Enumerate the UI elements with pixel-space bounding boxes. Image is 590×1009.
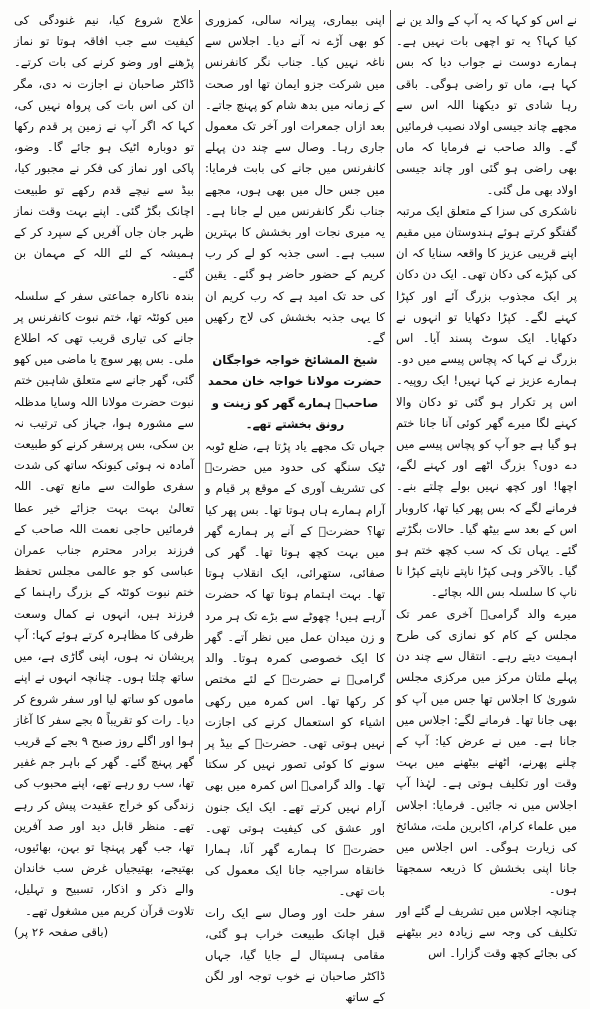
paragraph: اپنی بیماری، پیرانہ سالی، کمزوری کو بھی آڑے نہ آنے دیا۔ اجلاس سے ناغہ نہیں کیا۔ جناب نگر کانفرنس میں شرکت جزو ایمان تھا اور صحت کے زمانہ میں بدھ شام کو پہنچ جاتے۔ بعد ازاں جمعرات اور آخر تک معمول جاری رہا۔ وصال سے چند دن پہلے کانفرنس میں جانے کی بابت فرمایا: میں جس حال میں بھی ہوں، مجھے جناب نگر کانفرنس میں لے جانا ہے۔ یہ میری نجات اور بخشش کا بہترین سبب ہے۔ اسی جذبہ کو لے کر رب کریم کے حضور حاضر ہو گئے۔ یقین کی حد تک امید ہے کہ رب کریم ان کا یہی جذبہ بخشش کی لاج رکھیں گے۔: [205, 13, 385, 346]
paragraph: بندہ ناکارہ جماعتی سفر کے سلسلہ میں کوئٹہ تھا، ختم نبوت کانفرنس پر جانے کی تیاری قریب تھی کہ اطلاع ملی۔ بس پھر سوچ یا ماضی میں کھو گئی، گھر جانے سے متعلق شاہین ختم نبوت حضرت مولانا اللہ وسایا مدظلہ سے مشورہ ہوا، جہاز کی ترتیب نہ بن سکی، بس پرسفر کرنے کو طبیعت آمادہ نہ ہوئی کیونکہ ساتھ کی شدت سفری طوالت سے مانع تھی۔ اللہ تعالیٰ بہت بہت جزائے خیر عطا فرمائیں حاجی نعمت اللہ صاحب کے فرزند برادر محترم جناب عمران عباسی کو جو عالمی مجلس تحفظ ختم نبوت کوئٹہ کے بزرگ راہنما کے فرزند ہیں، انہوں نے کمال وسعت ظرفی کا مظاہرہ کرتے ہوئے کہا: آپ پریشان نہ ہوں، اپنی گاڑی ہے، میں ساتھ چلتا ہوں۔ چنانچہ انہوں نے اپنے ماموں کو ساتھ لیا اور سفر شروع کر دیا۔ رات کو تقریباً ۵ بجے سفر کا آغاز ہوا اور اگلے روز صبح ۹ بجے کے قریب گھر پہنچ گئے۔ گھر کے باہر جم غفیر تھا، سب رو رہے تھے، اپنے محبوب کی زندگی کو خراج عقیدت پیش کر رہے تھے۔ منظر قابل دید اور صد آفرین تھا، جب گھر پہنچا تو بہن، بھائیوں، بھتیجے، بھتیجیاں غرض سب خاندان والے ذکر و اذکار، تسبیح و تہلیل، تلاوت قرآن کریم میں مشغول تھے۔: [14, 288, 194, 918]
paragraph: چنانچہ اجلاس میں تشریف لے گئے اور تکلیف کی وجہ سے زیادہ دیر بیٹھنے کی بجائے کچھ وقت گزارا۔ اس: [396, 903, 577, 960]
paragraph: جہاں تک مجھے یاد پڑتا ہے، ضلع ٹوبہ ٹیک سنگھ کی حدود میں حضرتؒ کی تشریف آوری کے موقع پر قیام و آرام ہمارے ہاں ہوتا تھا۔ بس پھر کیا تھا؟ حضرتؒ کے آنے پر ہمارے گھر میں بہت کچھ ہوتا تھا۔ گھر کی صفائی، ستھرائی، ایک انقلاب ہوتا تھا۔ بہت اہتمام ہوتا تھا کہ حضرت آرہے ہیں! چھوٹے سے بڑے تک ہر مرد و زن میدان عمل میں نظر آتے۔ گھر کا ایک خصوصی کمرہ ہوتا۔ والد گرامیؒ نے حضرتؒ کے لئے مختص کر رکھا تھا۔ اس کمرہ میں رکھی اشیاء کو استعمال کرنے کی اجازت نہیں ہوتی تھی۔ حضرتؒ کے بیڈ پر سونے کا کوئی تصور نہیں کر سکتا تھا۔ والد گرامیؒ اس کمرہ میں بھی آرام نہیں کرتے تھے۔ ایک ایک جنون اور عشق کی کیفیت ہوتی تھی۔ حضرتؒ کا ہمارے گھر آنا، ہمارا خانقاہ سراجیہ جانا ایک معمول کی بات تھی۔: [205, 439, 385, 899]
paragraph: میرے والد گرامیؒ آخری عمر تک مجلس کے کام کو نمازی کی طرح اہمیت دیتے رہے۔ انتقال سے چند دن پہلے ملتان مرکز میں مرکزی مجلس شوریٰ کا اجلاس تھا جس میں آپ کو بھی جانا تھا۔ فرمانے لگے: اجلاس میں جانا ہے۔ میں نے عرض کیا: آپ کے چلنے پھرنے، اٹھنے بیٹھنے میں بہت وقت اور تکلیف ہوتی ہے۔ لہٰذا آپ اجلاس میں نہ جائیں۔ فرمایا: اجلاس میں علماء کرام، اکابرین ملت، مشائخ کی زیارت ہوگی۔ اس اجلاس میں جانا اپنی بخشش کا ذریعہ سمجھتا ہوں۔: [396, 606, 577, 897]
section-heading: شیخ المشائخ خواجہ خواجگان حضرت مولانا خواجہ خان محمد صاحبؒ ہمارے گھر کو زینت و رونق بخشتے تھے۔: [208, 353, 382, 431]
paragraph: علاج شروع کیا، نیم غنودگی کی کیفیت سے جب افاقہ ہوتا تو نماز پڑھنے اور وضو کرنے کی بات کرتے۔ ڈاکٹر صاحبان نے اجازت نہ دی، مگر ان کی اس بات کی پرواہ نہیں کی، کہا کہ اگر آپ نے زمین پر قدم رکھا تو دوبارہ اٹیک ہو جائے گا۔ وضو، پاکی اور نماز کی فکر نے مجبور کیا، بیڈ سے نیچے قدم رکھے تو طبیعت اچانک بگڑ گئی۔ اپنے بہت وقت نماز ظہر جان جاں آفریں کے سپرد کر کے ہمیشہ کے لئے اللہ کے مہمان بن گئے۔: [14, 13, 194, 282]
continuation-note: (باقی صفحہ ۲۶ پر): [14, 924, 109, 939]
paragraph: نے اس کو کہا کہ یہ آپ کے والد ین نے کیا کہا؟ یہ تو اچھی بات نہیں ہے۔ ہمارے دوست نے جواب دیا کہ بس کہا ہے، ماں تو راضی ہوگی۔ باقی رہا شادی تو دیکھنا اللہ اس سے مجھے چاند جیسی اولاد نصیب فرمائیں گے۔ والد صاحب نے فرمایا کہ ماں بھی راضی ہو گئی اور چاند جیسی اولاد بھی مل گئی۔: [396, 13, 577, 197]
paragraph: ناشکری کی سزا کے متعلق ایک مرتبہ گفتگو کرتے ہوئے ہندوستان میں مقیم اپنے قریبی عزیز کا واقعہ سنایا کہ ان کی کپڑے کی دکان تھی۔ ایک دن دکان پر ایک مجذوب بزرگ آئے اور کپڑا کہنے لگے۔ کپڑا دکھایا تو انہوں نے دکھایا۔ ایک سوٹ پسند آیا۔ اس بزرگ نے کہا کہ پچاس پیسے میں دو۔ ہمارے عزیز نے کہا نہیں! ایک روپیہ۔ اس پر تکرار ہو گئی تو دکان والا کہنے لگا میرے گھر کوئی آنا جانا ختم ہو گیا ہے جو آپ کو پچاس پیسے میں دے دوں؟ بزرگ اٹھے اور کہنے لگے، اچھا! اور کچھ نہیں بولے چلتے بنے۔ فرمانے لگے کہ بس پھر کیا تھا، کاروبار اس کے بعد سے بیٹھ گیا۔ حالات بگڑتے گئے۔ یہاں تک کہ سب کچھ ختم ہو گیا۔ بالآخر وہی کپڑا ناپتے ناپتے کپڑا نا ناپ کا سلسلہ بس اللہ بچائے۔: [396, 203, 577, 600]
paragraph: سفر حلت اور وصال سے ایک رات قبل اچانک طبیعت خراب ہو گئی، مقامی ہسپتال لے جایا گیا، جہاں ڈاکٹر صاحبان نے خوب توجہ اور لگن کے ساتھ: [205, 905, 385, 1005]
column-right: [391, 10, 582, 960]
column-left: [9, 10, 200, 939]
column-middle: [200, 10, 391, 1005]
